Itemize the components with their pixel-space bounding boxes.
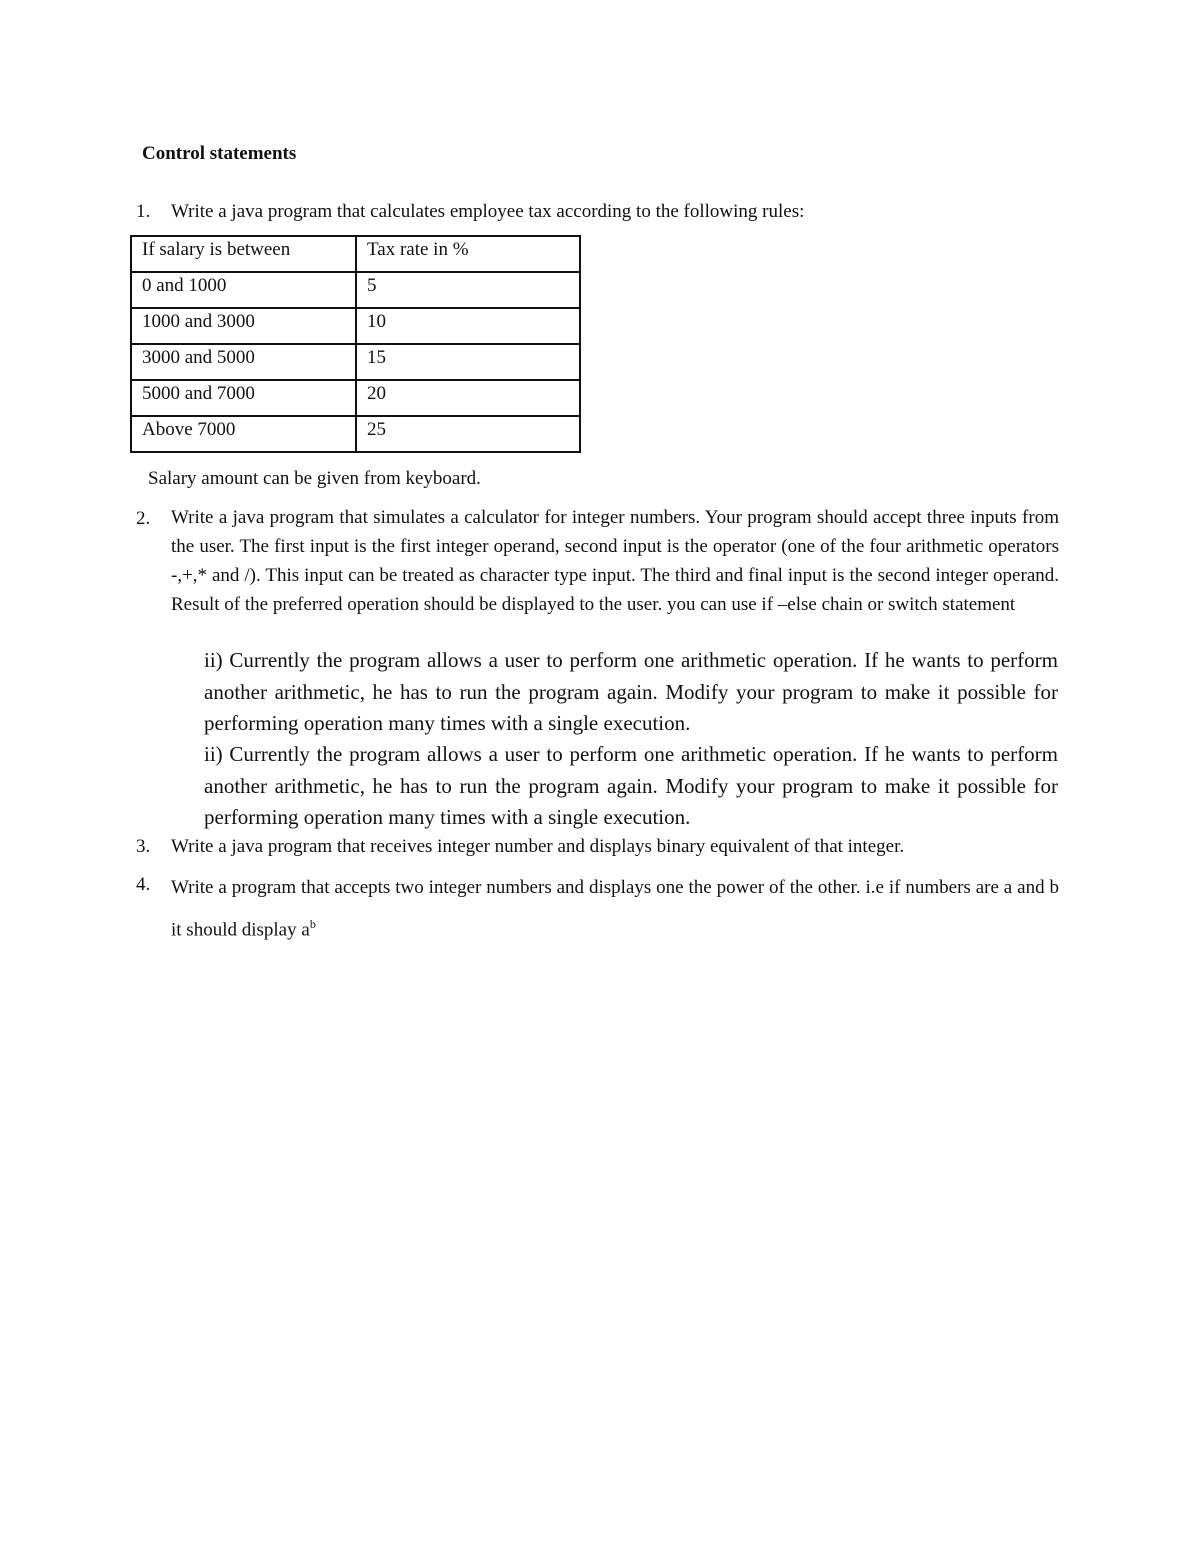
table-cell: 5 bbox=[356, 272, 580, 308]
question-1-note: Salary amount can be given from keyboard. bbox=[148, 468, 481, 489]
table-header-cell: Tax rate in % bbox=[356, 236, 580, 272]
question-2-subpart: ii) Currently the program allows a user to perform one arithmetic operation. If he wants to perform another arithmetic, he has to run the program again. Modify your program to make it possible for performing operation many times with a single execution. bbox=[204, 648, 1058, 735]
table-row bbox=[131, 308, 580, 344]
question-4-body: Write a program that accepts two integer numbers and displays one the power of the other. i.e if numbers are a and b it should display a bbox=[171, 877, 1059, 941]
table-cell: 5000 and 7000 bbox=[131, 380, 356, 416]
tax-rate-table bbox=[130, 235, 581, 453]
table-cell: 20 bbox=[356, 380, 580, 416]
table-cell: Above 7000 bbox=[131, 416, 356, 452]
question-4-number: 4. bbox=[136, 874, 151, 895]
question-2-text: Write a java program that simulates a calculator for integer numbers. Your program should accept three inputs from the user. The first input is the first integer operand, second input is the operator (one of the four arithmetic operators -,+,* and /). This input can be treated as character type input. The third and final input is the second integer operand. Result of the preferred operation should be displayed to the user. you can use if –else chain or switch statement bbox=[171, 507, 1059, 615]
table-row bbox=[131, 344, 580, 380]
table-header-row bbox=[131, 236, 580, 272]
document-title: Control statements bbox=[142, 143, 297, 164]
table-row bbox=[131, 380, 580, 416]
table-header-cell: If salary is between bbox=[131, 236, 356, 272]
table-cell: 1000 and 3000 bbox=[131, 308, 356, 344]
question-4-text bbox=[171, 869, 1059, 948]
table-cell: 3000 and 5000 bbox=[131, 344, 356, 380]
question-2-subpart: ii) Currently the program allows a user to perform one arithmetic operation. If he wants to perform another arithmetic, he has to run the program again. Modify your program to make it possible for performing operation many times with a single execution. bbox=[204, 742, 1058, 829]
question-1-text: Write a java program that calculates employee tax according to the following rules: bbox=[171, 201, 805, 222]
table-row bbox=[131, 416, 580, 452]
table-cell: 10 bbox=[356, 308, 580, 344]
question-3-number: 3. bbox=[136, 836, 151, 857]
question-3-text: Write a java program that receives integer number and displays binary equivalent of that integer. bbox=[171, 836, 905, 857]
question-2-number: 2. bbox=[136, 508, 151, 529]
table-cell: 25 bbox=[356, 416, 580, 452]
table-cell: 15 bbox=[356, 344, 580, 380]
table-row bbox=[131, 272, 580, 308]
question-1-number: 1. bbox=[136, 201, 151, 222]
table-cell: 0 and 1000 bbox=[131, 272, 356, 308]
exponent-superscript: b bbox=[309, 917, 316, 931]
